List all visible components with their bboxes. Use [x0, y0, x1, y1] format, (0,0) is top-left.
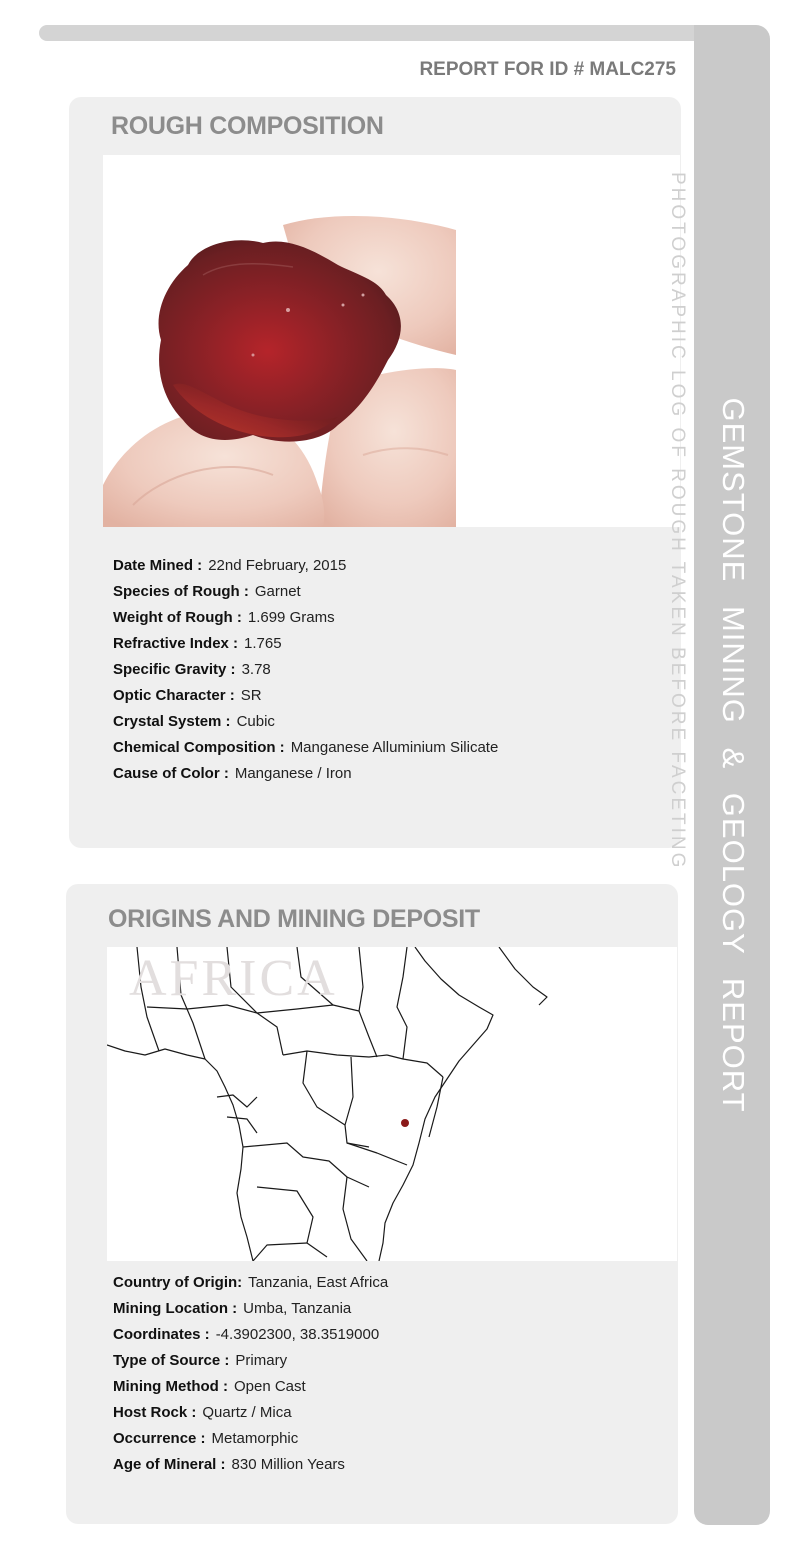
rough-field-species: Species of Rough : Garnet — [113, 583, 301, 600]
rough-field-crystal-system: Crystal System : Cubic — [113, 713, 275, 730]
origin-field-type-of-source: Type of Source : Primary — [113, 1352, 288, 1369]
africa-map-area — [107, 947, 677, 1261]
rough-details-list — [113, 553, 498, 787]
mining-location-marker — [401, 1119, 409, 1127]
map-label: AFRICA — [129, 950, 338, 1007]
origin-field-host-rock: Host Rock : Quartz / Mica — [113, 1404, 292, 1421]
top-bar — [39, 25, 759, 41]
origin-field-mining-method: Mining Method : Open Cast — [113, 1378, 306, 1395]
rough-field-date-mined: Date Mined : 22nd February, 2015 — [113, 557, 347, 574]
rough-field-optic-character: Optic Character : SR — [113, 687, 262, 704]
origin-details-list — [113, 1270, 388, 1478]
sidebar-title: GEMSTONE MINING & GEOLOGY REPORT — [716, 397, 751, 1113]
photo-caption: PHOTOGRAPHIC LOG OF ROUGH TAKEN BEFORE FACETING — [667, 172, 688, 871]
rough-field-chemical-composition: Chemical Composition : Manganese Alluminium Silicate — [113, 739, 499, 756]
africa-map — [107, 947, 677, 1261]
report-id: REPORT FOR ID # MALC275 — [419, 59, 676, 80]
origin-field-occurrence: Occurrence : Metamorphic — [113, 1430, 299, 1447]
origin-field-coordinates: Coordinates : -4.3902300, 38.3519000 — [113, 1326, 380, 1343]
origins-title: ORIGINS AND MINING DEPOSIT — [108, 905, 480, 933]
origin-field-mining-location: Mining Location : Umba, Tanzania — [113, 1300, 352, 1317]
rough-field-refractive-index: Refractive Index : 1.765 — [113, 635, 282, 652]
rough-field-weight: Weight of Rough : 1.699 Grams — [113, 609, 335, 626]
rough-field-cause-of-color: Cause of Color : Manganese / Iron — [113, 765, 352, 782]
origin-field-country: Country of Origin: Tanzania, East Africa — [113, 1274, 389, 1291]
origin-field-age-of-mineral: Age of Mineral : 830 Million Years — [113, 1456, 345, 1473]
rough-photo-area — [103, 155, 680, 527]
rough-composition-title: ROUGH COMPOSITION — [111, 112, 384, 140]
rough-gemstone-photo — [103, 155, 456, 527]
rough-field-specific-gravity: Specific Gravity : 3.78 — [113, 661, 271, 678]
